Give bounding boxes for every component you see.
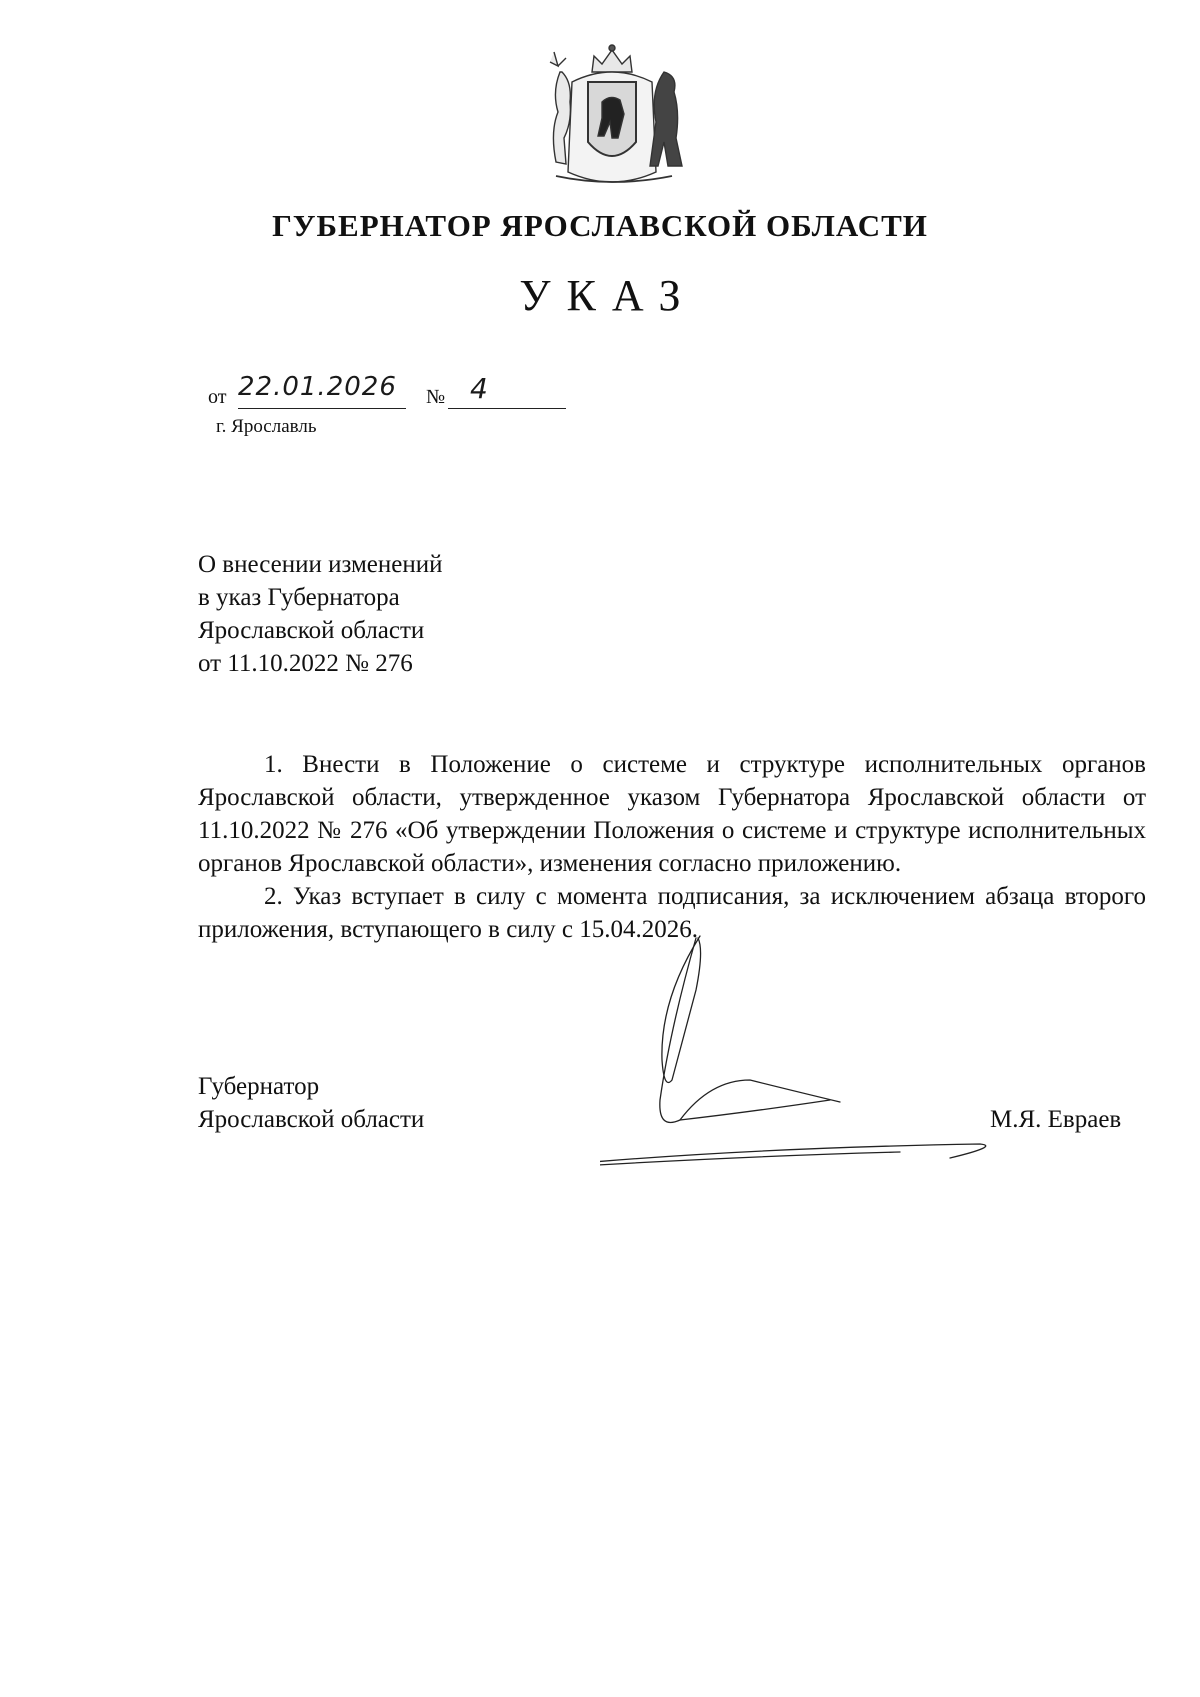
date-underline [238, 408, 406, 409]
city-label: г. Ярославль [216, 416, 317, 437]
subject-block [198, 548, 618, 680]
document-type-title: УКАЗ [519, 271, 697, 320]
date-number-row [208, 372, 608, 412]
subject-line: О внесении изменений [198, 551, 443, 578]
number-handwritten: 4 [470, 372, 488, 405]
signatory-title [198, 1070, 424, 1136]
handwritten-signature-icon [600, 930, 1050, 1170]
subject-line: Ярославской области [198, 617, 425, 644]
date-prefix: от [208, 386, 227, 408]
org-title: ГУБЕРНАТОР ЯРОСЛАВСКОЙ ОБЛАСТИ [272, 208, 928, 243]
body-paragraph: 2. Указ вступает в силу с момента подписания, за исключением абзаца второго приложения, вступающего в силу с 15.04.2026. [198, 883, 1146, 943]
signatory-name: М.Я. Евраев [990, 1106, 1122, 1133]
body-text [198, 748, 1146, 946]
date-handwritten: 22.01.2026 [238, 372, 397, 402]
subject-line: в указ Губернатора [198, 584, 400, 611]
number-prefix: № [426, 386, 446, 408]
signatory-title-line: Ярославской области [198, 1106, 425, 1133]
coat-of-arms-icon [532, 42, 692, 192]
signatory-title-line: Губернатор [198, 1073, 320, 1100]
subject-line: от 11.10.2022 № 276 [198, 650, 413, 677]
body-paragraph: 1. Внести в Положение о системе и структуре исполнительных органов Ярославской области, утвержденное указом Губернатора Ярославской области от 11.10.2022 № 276 «Об утверждении Положения о системе и структуре исполнительных органов Ярославской области», изменения согласно приложению. [198, 751, 1146, 877]
number-underline [448, 408, 566, 409]
